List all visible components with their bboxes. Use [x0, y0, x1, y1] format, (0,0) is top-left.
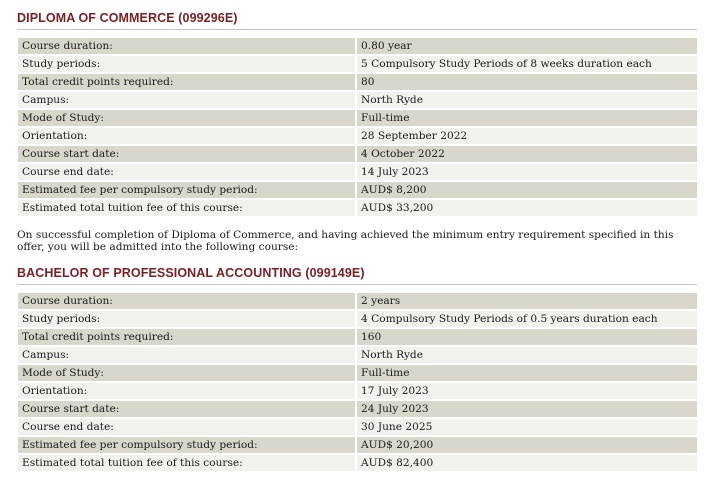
table-row [18, 110, 697, 126]
row-label: Orientation: [18, 383, 355, 399]
table-row [18, 74, 697, 90]
row-label: Total credit points required: [18, 329, 355, 345]
diploma-course-title: DIPLOMA OF COMMERCE (099296E) [17, 11, 238, 25]
table-row [18, 347, 697, 363]
table-row [18, 401, 697, 417]
row-value: 14 July 2023 [357, 164, 697, 180]
progression-note: On successful completion of Diploma of Commerce, and having achieved the minimum entry requirement specified in this offer, you will be admitted into the following course: [17, 229, 674, 253]
bachelor-course-details-table [18, 291, 697, 473]
table-row [18, 419, 697, 435]
table-row [18, 311, 697, 327]
bachelor-title-divider [17, 284, 697, 285]
row-label: Course end date: [18, 419, 355, 435]
row-label: Mode of Study: [18, 110, 355, 126]
table-row [18, 455, 697, 471]
row-label: Course start date: [18, 146, 355, 162]
row-value: 17 July 2023 [357, 383, 697, 399]
row-value: 24 July 2023 [357, 401, 697, 417]
row-label: Campus: [18, 347, 355, 363]
row-value: 4 October 2022 [357, 146, 697, 162]
row-label: Mode of Study: [18, 365, 355, 381]
row-value: AUD$ 33,200 [357, 200, 697, 216]
row-value: 2 years [357, 293, 697, 309]
row-value: 30 June 2025 [357, 419, 697, 435]
table-row [18, 293, 697, 309]
row-label: Estimated fee per compulsory study period: [18, 182, 355, 198]
row-value: Full-time [357, 110, 697, 126]
row-label: Estimated fee per compulsory study period: [18, 437, 355, 453]
row-label: Study periods: [18, 56, 355, 72]
row-value: 28 September 2022 [357, 128, 697, 144]
row-label: Campus: [18, 92, 355, 108]
table-row [18, 365, 697, 381]
table-row [18, 128, 697, 144]
table-row [18, 56, 697, 72]
table-row [18, 92, 697, 108]
row-value: AUD$ 20,200 [357, 437, 697, 453]
diploma-course-details-table [18, 36, 697, 218]
row-value: 4 Compulsory Study Periods of 0.5 years duration each [357, 311, 697, 327]
row-value: 80 [357, 74, 697, 90]
diploma-title-divider [17, 29, 697, 30]
table-row [18, 200, 697, 216]
row-label: Course end date: [18, 164, 355, 180]
table-row [18, 146, 697, 162]
row-value: Full-time [357, 365, 697, 381]
row-label: Study periods: [18, 311, 355, 327]
table-row [18, 383, 697, 399]
row-label: Course duration: [18, 38, 355, 54]
row-value: 0.80 year [357, 38, 697, 54]
table-row [18, 437, 697, 453]
table-row [18, 182, 697, 198]
row-value: North Ryde [357, 92, 697, 108]
row-value: 160 [357, 329, 697, 345]
row-value: AUD$ 8,200 [357, 182, 697, 198]
row-value: North Ryde [357, 347, 697, 363]
row-value: AUD$ 82,400 [357, 455, 697, 471]
row-label: Course duration: [18, 293, 355, 309]
table-row [18, 38, 697, 54]
table-row [18, 329, 697, 345]
row-value: 5 Compulsory Study Periods of 8 weeks duration each [357, 56, 697, 72]
row-label: Estimated total tuition fee of this course: [18, 200, 355, 216]
row-label: Course start date: [18, 401, 355, 417]
row-label: Orientation: [18, 128, 355, 144]
table-row [18, 164, 697, 180]
row-label: Estimated total tuition fee of this course: [18, 455, 355, 471]
row-label: Total credit points required: [18, 74, 355, 90]
bachelor-course-title: BACHELOR OF PROFESSIONAL ACCOUNTING (099149E) [17, 266, 365, 280]
